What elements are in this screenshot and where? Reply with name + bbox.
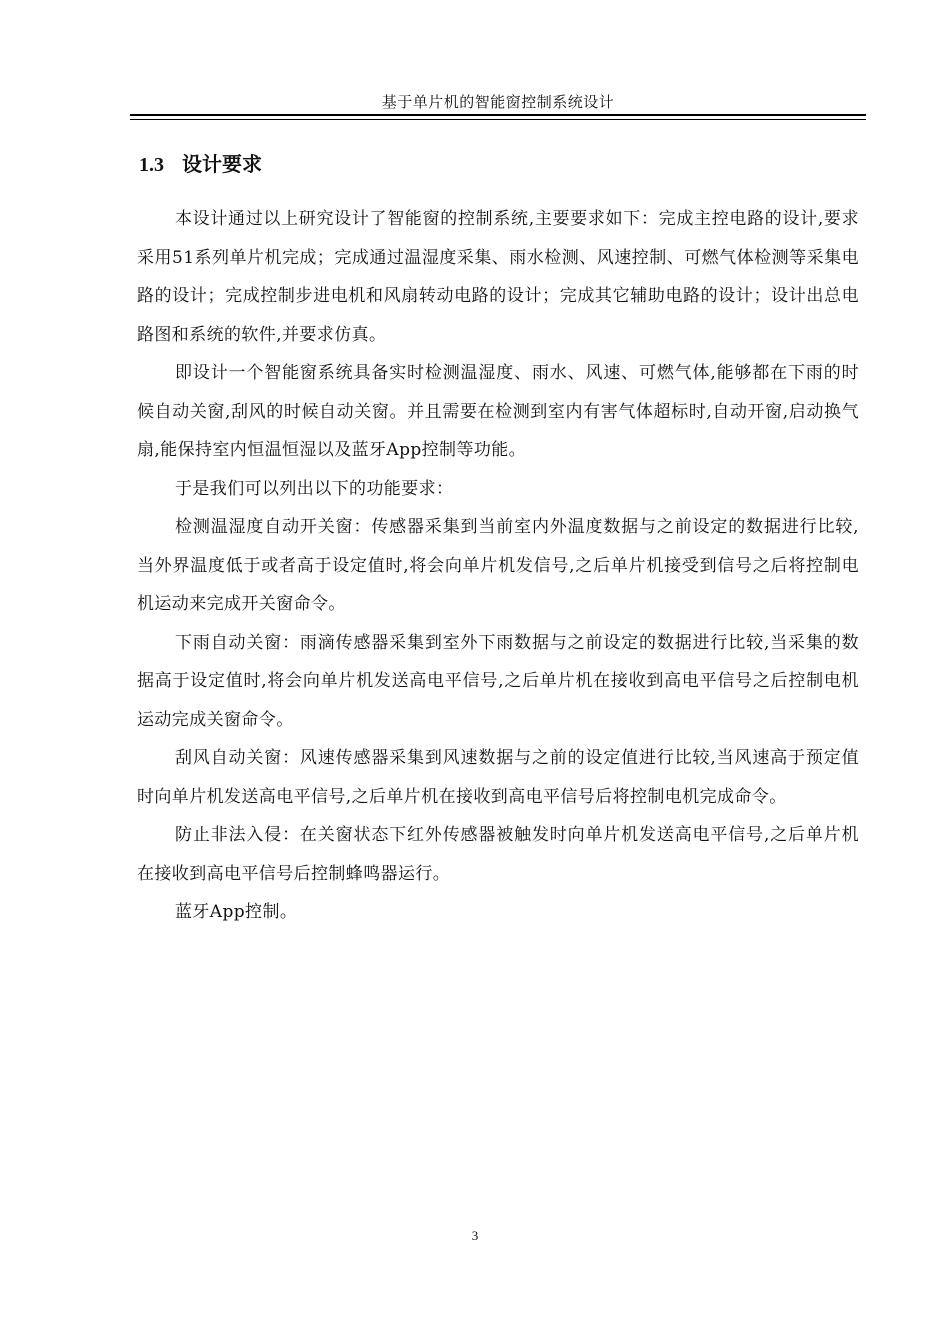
paragraph-bluetooth-app: 蓝牙App控制。 <box>175 902 298 922</box>
paragraph-rain-close: 下雨自动关窗：雨滴传感器采集到室外下雨数据与之前设定的数据进行比较,当采集的数据高于设定值时,将会向单片机发送高电平信号,之后单片机在接收到高电平信号之后控制电机运动完成关窗命令。 <box>137 632 859 730</box>
header-rule-thin <box>130 119 866 120</box>
running-header: 基于单片机的智能窗控制系统设计 <box>381 93 615 111</box>
paragraph-intrusion-prevention: 防止非法入侵：在关窗状态下红外传感器被触发时向单片机发送高电平信号,之后单片机在接收到高电平信号后控制蜂鸣器运行。 <box>137 825 859 884</box>
section-number: 1.3 <box>139 154 164 176</box>
paragraph-wind-close: 刮风自动关窗：风速传感器采集到风速数据与之前的设定值进行比较,当风速高于预定值时向单片机发送高电平信号,之后单片机在接收到高电平信号后将控制电机完成命令。 <box>137 748 859 807</box>
paragraph-temperature-humidity: 检测温湿度自动开关窗：传感器采集到当前室内外温度数据与之前设定的数据进行比较,当外界温度低于或者高于设定值时,将会向单片机发信号,之后单片机接受到信号之后将控制电机运动来完成开关窗命令。 <box>137 517 859 614</box>
paragraph-requirements-overview: 本设计通过以上研究设计了智能窗的控制系统,主要要求如下：完成主控电路的设计,要求采用51系列单片机完成；完成通过温湿度采集、雨水检测、风速控制、可燃气体检测等采集电路的设计；完成控制步进电机和风扇转动电路的设计；完成其它辅助电路的设计；设计出总电路图和系统的软件,并要求仿真。 <box>137 209 859 345</box>
section-title: 设计要求 <box>182 152 262 176</box>
paragraph-function-list-intro: 于是我们可以列出以下的功能要求： <box>175 478 454 499</box>
body-text <box>137 200 859 932</box>
paragraph-system-description: 即设计一个智能窗系统具备实时检测温湿度、雨水、风速、可燃气体,能够都在下雨的时候自动关窗,刮风的时候自动关窗。并且需要在检测到室内有害气体超标时,自动开窗,启动换气扇,能保持室内恒温恒湿以及蓝牙App控制等功能。 <box>137 363 859 460</box>
header-rule <box>130 114 866 116</box>
page-number: 3 <box>471 1228 479 1243</box>
section-heading <box>139 150 262 179</box>
